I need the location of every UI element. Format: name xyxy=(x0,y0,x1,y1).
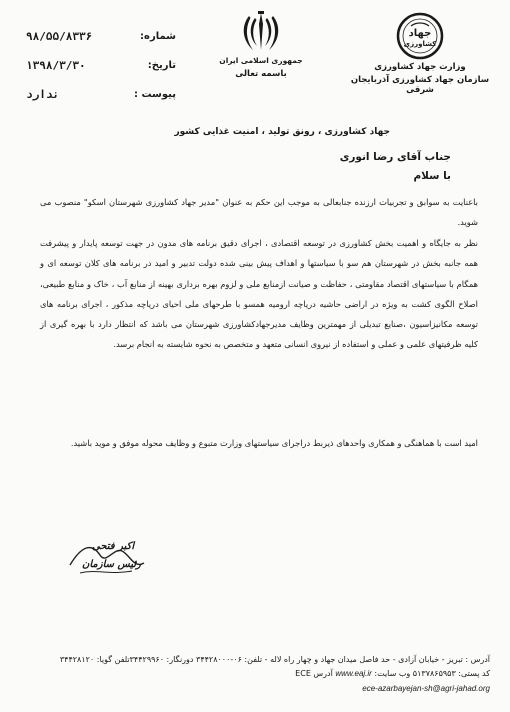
date-row xyxy=(26,51,176,80)
attachment-value: ندارد xyxy=(26,88,60,101)
logo-text-bottom: کشاورزی xyxy=(403,40,437,48)
organization-name: سازمان جهاد کشاورزی آذربایجان شرقی xyxy=(350,75,490,95)
number-row xyxy=(26,22,176,51)
footer-postal-line xyxy=(20,669,490,678)
footer-email-line xyxy=(20,684,490,693)
footer-postal: کد پستی: ۵۱۳۷۸۶۵۹۵۳ وب سایت: xyxy=(374,669,490,678)
signer-name: اکبر فتحی xyxy=(92,541,135,552)
motto-text: جهاد کشاورزی ، رونق تولید ، امنیت غذایی کشور xyxy=(174,127,390,137)
number-label: شماره: xyxy=(140,31,176,42)
handwritten-signature xyxy=(62,525,152,585)
bismillah-text: باسمه تعالی xyxy=(235,69,287,79)
iran-emblem-block xyxy=(216,10,306,79)
iran-emblem-icon xyxy=(239,10,283,54)
republic-text: جمهوری اسلامی ایران xyxy=(219,56,303,65)
attachment-row xyxy=(26,80,176,109)
paragraph-duties: نظر به جایگاه و اهمیت بخش کشاورزی در توسعه اقتصادی ، اجرای دقیق برنامه های مدون در جهت توسعه پایدار و پیشرفت همه جانبه بخش در شهرستان هم سو با سیاستها و اهداف پیش بینی شده دولت تدبیر و امید در برنامه های کلان توسعه ای و همگام با سیاستهای اقتصاد مقاومتی ، حفاظت و صیانت ازمنابع ملی و لزوم بهره برداری بهینه از منابع آب ، خاک و منابع طبیعی، اصلاح الگوی کشت به ویژه در اراضی حاشیه دریاچه ارومیه همسو با طرحهای ملی احیای دریاچه مذکور ، اجرای برنامه های توسعه مکانیزاسیون ،صنایع تبدیلی از مهمترین وظایف مدیرجهادکشاورزی شهرستان می باشد که انتظار دارد با بهره گیری از کلیه ظرفیتهای علمی و عملی و استفاده از نیروی انسانی متعهد و متخصص به نحوه شایسته به انجام برسد. xyxy=(40,238,478,350)
paragraph-closing: امید است با هماهنگی و همکاری واحدهای ذیربط دراجرای سیاستهای وزارت متبوع و وظایف محوله موفق و موید باشید. xyxy=(70,438,478,448)
greeting-text: با سلام xyxy=(413,170,451,182)
letter-meta xyxy=(26,22,176,109)
paragraph-appointment: باعنایت به سوابق و تجربیات ارزنده جنابعالی به موجب این حکم به عنوان "مدیر جهاد کشاورزی شهرستان اسکو" منصوب می شوید. xyxy=(40,197,478,228)
ministry-logo-block xyxy=(345,12,495,95)
date-value: ۱۳۹۸/۳/۳۰ xyxy=(26,59,86,72)
jihad-keshavarzi-logo-icon xyxy=(396,12,444,60)
attachment-label: پیوست : xyxy=(133,89,176,100)
recipient-name: جناب آقای رضا انوری xyxy=(339,151,451,163)
ministry-name: وزارت جهاد کشاورزی xyxy=(374,62,466,72)
signer-title: رئیس سازمان xyxy=(82,559,141,570)
footer-website-link[interactable]: www.eaj.ir xyxy=(335,669,372,678)
footer-email-label: آدرس ECE xyxy=(295,669,333,678)
date-label: تاریخ: xyxy=(147,60,176,71)
footer-address: آدرس : تبریز - خیابان آزادی - حد فاصل میدان جهاد و چهار راه لاله - تلفن: ۰۶-۳۴۴۲۸۰۰۰ دورنگار: ۳۴۴۲۹۹۶۰تلفن گویا: ۳۴۴۲۸۱۲۰ xyxy=(59,655,490,664)
footer-email[interactable]: ece-azarbayejan-sh@agri-jahad.org xyxy=(362,684,490,693)
logo-text-top: جهاد xyxy=(408,28,432,39)
number-value: ۹۸/۵۵/۸۳۳۶ xyxy=(26,30,93,43)
